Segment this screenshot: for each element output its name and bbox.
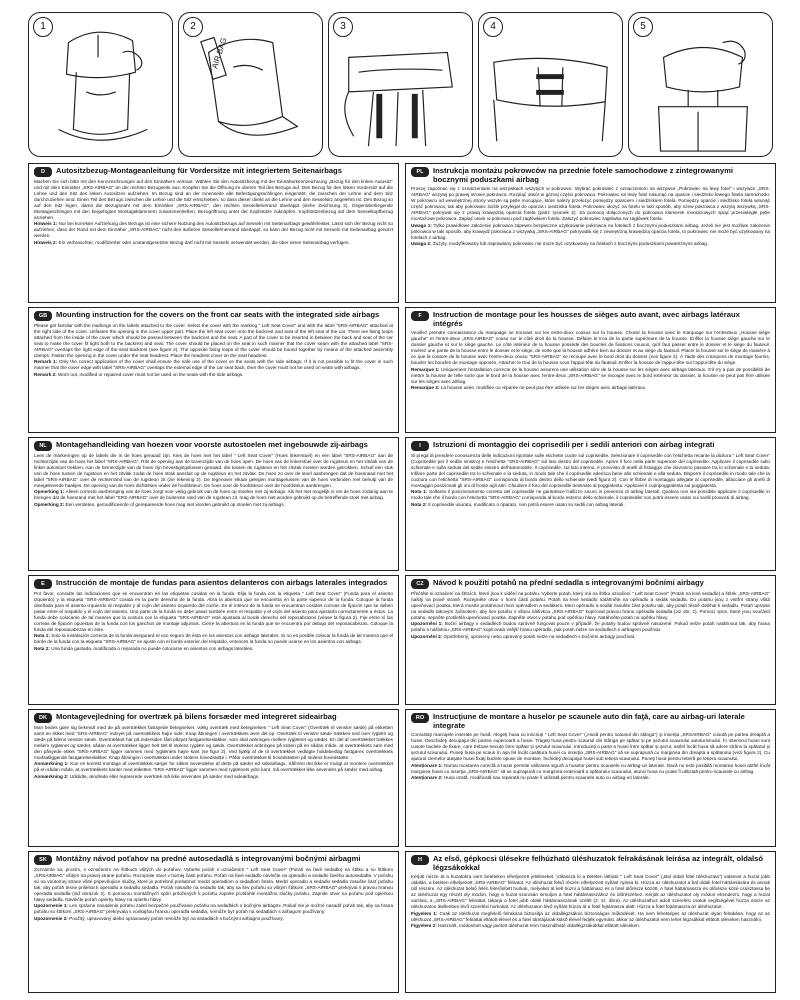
- figure-number: 4: [483, 17, 503, 37]
- figure-4: [478, 12, 623, 157]
- section-de: [28, 163, 399, 303]
- language-badge: SK: [34, 855, 52, 865]
- note-1: Upozornění 1: Boční airbagy v sedadlech budou správně fungovat pouze v případě, že potahy budou správně nasazené. Pokud nelze potah natáhnout tak, aby hrana potahu s nášivkou „SRS-AIRBAG" kopírovala vnější hranu opěradla, pak potah nelze na sedadlech s airbagem používat.: [411, 621, 770, 633]
- figure-number: 1: [33, 17, 53, 37]
- figure-3: [328, 12, 473, 157]
- language-badge: RO: [411, 713, 429, 723]
- section-dk: [28, 709, 399, 847]
- figure-5: [628, 12, 773, 157]
- figure-number: 5: [633, 17, 653, 37]
- language-badge: D: [34, 167, 52, 177]
- section-title: DK Montagevejledning for overtræk på bilens forsæder med integreret sideairbag: [34, 712, 393, 723]
- figure-number: 3: [333, 17, 353, 37]
- note-2: Opmerking 2: Een versleten, gemodificeerde of gerepareerde hoes mag niet worden gebruikt op stoelen met zij-airbags.: [34, 501, 285, 507]
- section-ro: [405, 709, 776, 847]
- note-2: Nota 2: Il coprisedile usurato, modificato o riparato, non potrà essere usato su sedili con airbag laterali.: [411, 501, 625, 507]
- language-badge: PL: [411, 167, 429, 177]
- note-1: Anmærkning 1: Kun en korrekt montage af overtrækket sørger for sikker anvendelse af dette på sæder ed sideairbags. Såfremt det ikke er muligt at montere overtrækket på en sådan måde, at overtrækkets kanter med etiketten "SRS-AIRBAG" ligger sammen med ryglænets ydre kant, må overtrækket ikke anvendes på sæder med airbag.: [34, 761, 393, 773]
- illustration-row: [28, 12, 776, 160]
- note-1: Remarque 1: Uniquement l'installation correcte de la housse assurera une utilisation sûre de la housse sur les sièges avec airbags latéraux. S'il n'y a pas de possibilité de mettre la housse de telle sorte que le bord de la housse avec l'entre-deux „SRS-AIRBAG" se recoupe avec le bord extérieur du dossier, la housse ne peut pas être utilisée sur les sièges avec airbag.: [411, 366, 770, 384]
- figure-number: 2: [183, 17, 203, 37]
- airbag-label-text: AIR BAG: [210, 36, 229, 70]
- section-body: Zoznámte sa, prosím, s označením na štítkoch všitých do poťahov. Vyberte poťah s označením " Left Seat Cover" (Poťah na ľavé sedadlo) na štítku a so štítkom „SRSAIRBAG" všitým na pravej strane poťahu. Rozopnite otvor v hornej časti poťahu. Poťah na ľavé sedadlo navlečte na operadlo a sedadlo ľavého autosedadla. V poťahu sú na vnútornej strane všité pripevňujúce slučky, ktoré je potrebné pretiahnuť medzi operadlom a sedadlom fotela. Medzi operadlo a sedadlo sedadla zasuňte časť poťahu tak, aby poťah tesne priliehal k operadlu a sedadlu sedadla. Poťah nasaďte na sedadlo tak, aby sa šev poťahu so všitým štítkom „SRS-AIRBAG" prekrýval s pravou hranou operadla sedadla (viď obrázok 2). S pomocou montážnych spôn priložených k poťahu zopnite protiľahlé montážne slučky poťahu. Zapnite otvor na poťahu pod opierkou hlavy sedadla. Navlečte poťah opierky hlavy na opierku hlavy.: [34, 866, 393, 902]
- note-2: Atenţionare 2: Husa uzată, modificată sau reparată nu poate fi utilizată pentru scaunele auto cu airbag-uri laterale.: [411, 775, 650, 781]
- section-title: H Az első, gépkocsi ülésekre felhúzható üléshuzatok felrakásának leírása az integrált, oldalsó légzsákokkal: [411, 854, 770, 872]
- section-fr: [405, 307, 776, 433]
- section-body: Kérjük nézze át a huzatokra varrt betéteken elhelyezett jelöléseket. Válassza ki a betéten látható " Left Seat Cover" („Bal oldali fotel üléshuzata") valamint a huzat jobb oldalán, a betéten elhelyezett „SRS-AIRBAG" feliratot. Az üléshuzat felső részén elhelyezett nyílást nyissa ki. Húzza az üléshuzatot a bal oldali fotel háttámlasára és annak ülő részére. Az üléshuzat belső felén felerősített hurkok, melyeket át kell húzni a háttámasz és a fotel ülőrésze között. A fotel háttámassza és ülőrésze közé csúsztassa be az üléshuzat egy részét oly módon, hogy a huzat szorosan simuljon a fotel háttámasszához és ülőrészéhez. Kérjük az üléshuzatot oly módon elrendezni, hogy a huzat varrása, a „SRS-AIRBAG" felirattal, takarja a fotel jobb oldali háttámasszának szélét (2. sz. ábra). Az üléshuzathoz adott szerelési csatok segítségével húzza össze az üléshuzaton átellenben lévő szerelési hurkokat. Az üléshuzaton lévő nyílást húzza át a fotel fejtámasza alatt. Húzza a fotel fejtámaszra az üléshuzatot.: [411, 874, 770, 910]
- section-body: Por favor, consulte las indicaciones que se encuentran en las etiquetas cosidas en la funda. Elija la funda con la etiqueta " Left Seat Cover" (Funda para el asiento izquierdo) y la etiqueta "SRS-AIRBAG" cosida en la parte derecha de la funda. Abra la abertura que se encuentra en la parte superior de la funda. Coloque la funda diseñada para el asiento izquierdo al respaldo y al cojín del asiento izquierdo del coche. En el interior de la funda se encuentran cosidos correas de fijación que se deben pasar entre el respaldo y el cojín del asiento. Una parte de la funda se debe pasar también entre el respaldo y el cojín del asiento para ajustarla correctamente a éstos. La funda debe colocarse de tal manera que la costura con la etiqueta "SRS-AIRBAG" esté ajustada al borde derecho del reposabrazos (véase la figura 2). Fije entre sí las correas de fijación opuestas de la funda con los ganchos de montaje adjuntos. Cierre la abertura en la funda que se encuentra por debajo del reposacabezas. Coloque la funda del reposacabezas en éste.: [34, 590, 393, 632]
- section-gb: [28, 307, 399, 433]
- note-1: Nota 1: Soltanto il posizionamento corretto del coprisedile ne garantisce l'utilizzo sicuro in presenza di airbag laterali. Qualora non sia possibile applicare il coprisedile in modo tale che il bordo con l'etichetta "SRS-AIRBAG" corrisponda al bordo esterno dello schienale, il coprisedile non potrà essere usato sui sedili provvisti di airbag.: [411, 489, 770, 501]
- section-body: Machen Sie sich bitte mit den Kennzeichnungen auf den Einnähern vertraut. Wählen Sie den Autositzbezug mit der Einnäherkennzeichnung „Bezug für den linken Autositz" und mit dem Einnäher „SRS-AIRBAG" an der rechten Bezugseite aus. Knöpfen Sie die Öffnung im oberen Teil des Bezugs auf. Den Bezug für den linken Vordersitz auf die Lehne und den Sitz des linken Autositzes aufziehen. Im Bezug sind an der Innenseite alle Befestigungsschlingen eingenäht, die zwischen der Lehne und dem Sitz durchzuziehen sind. Einen Teil des Bezugs zwischen die Lehne und die Sitz einschieben, so dass dieser direkt an die Lehne und den Sesselsitz angelehnt ist. Den Bezug so auf den Sitz legen, damit die Bezugsnaht mit dem Einnäher „SRS-AIRBAG", den rechten Sesselleherrand überlappt (siehe Zeichnung 2). Gegenüberliegende Montageschlingen mit den beigefügten Montageklammern zusammenheften. Bezugöffnung unter der Kopfstütze zuknöpfen. Kopfstützenbezug auf dem Sesselkopfbezug anziehen.: [34, 178, 393, 220]
- section-sk: [28, 851, 399, 993]
- section-es: [28, 575, 399, 705]
- section-body: Please get familiar with the markings on the labels attached to the cover. Select the cover with the marking " Left Seat Cover" and with the label "SRS-AIRBAG" attached at the right side of the cover. Unfasten the opening in the cover upper part. Place the left seat cover onto the backrest and seat of the left seat of the car. There are fixing loops attached from the inside of the cover which should be passed between the backrest and the seat. A part of the cover to be inserted in between the back and seat of the car seat to make the cover fit tight both to the backrest and seat. The cover should be placed on the seat in such manner that the cover seam with the attached label "SRS-AIRBAG" overlaps the right edge of the seat backrest (see figure 2). The opposite fixing loops of the cover should be bound together by means of the attached assembly clamps. Fasten the opening in the cover under the seat headrest. Place the headrest cover on the seat headrest.: [34, 322, 393, 358]
- section-title: SK Montážny návod poťahov na predné autosedadlá s integrovanými bočnými airbagmi: [34, 854, 393, 865]
- section-title: RO Instrucţiune de montare a huselor pe scaunele auto din faţă, care au airbag-uri laterale integrate: [411, 712, 770, 730]
- section-it: [405, 437, 776, 571]
- language-badge: H: [411, 855, 429, 865]
- fixing-loops-illustration: [329, 13, 472, 156]
- section-hu: [405, 851, 776, 993]
- note-2: Figyelem 2: Használt, módosított vagy javított üléshuzat nem használható oldallégzsákokkal ellátott üléseken.: [411, 923, 641, 929]
- language-badge: NL: [34, 441, 52, 451]
- note-2: Upozornění 2: Opotřebený, upravený nebo opravený potah nelze na sedadlech s bočními airbagy používat.: [411, 633, 636, 639]
- note-2: Upozornenie 2: Použitý, upravovaný alebo opravovaný poťah nemôže byť na sedadlách s bočnými airbagmi používaný.: [34, 915, 285, 921]
- note-1: Atenţionare 1: Numai montarea corectă a husei permite utilizarea sigură a huselor pentru scaunele cu airbag-uri laterale. Dacă nu este posibilă montarea husei astfel încât marginea husei cu inserţia „SRS-AIRBAG" să se suprapună cu marginea exterioară a spătarului scaunului, atunci husa nu poate fi utilizată pentru scaunele cu airbag.: [411, 762, 771, 774]
- headrest-illustration: [629, 13, 772, 156]
- section-body: Veuillez prendre connaissance du marquage se trouvant sur les entre-deux cousus sur la housse. Choisir la housse avec le marquage sur l'entredeux „Housse siège gauche" et l'entre-deux „SRS-AIRBAG" cousu sur le côté droit de la housse. Défaire le trou de la partie supérieure de la housse. Enfiler la housse siège gauche sur le dossier gauche et sur le siège gauche. Le côté intérieur de la housse possède des boucles de fixations cousus, qu'il faut passer entre le dossier et le siège du fauteuil. Insérez une partie de la housse entre le dossier et le siège, de sorte que la housse adhère bien au dossier et au siège du fauteuil. Placer la housse sur le siège de manière à ce que la couture de la housse avec l'entre-deux cousu "SRS-AIRBAG" se recoupe avec le bord droit du dossier (voir figure 2). À l'aide des crampons de montage fournis, boucler les boucles de montage opposés. Attacher le trou de la housse sous l'appui-tête du fauteuil. Enfiler la housse de l'appui-tête sur l'appui-tête du siège.: [411, 330, 770, 366]
- note-2: Hinweis 2: Ein verbrauchter, modifizierter oder unstandgesetzter Bezug darf nicht mit Sesseln verwendet werden, die über einen Seitenairbag verfügen.: [34, 239, 350, 245]
- language-badge: DK: [34, 713, 52, 723]
- figure-1: [28, 12, 173, 157]
- language-badge: I: [411, 441, 429, 451]
- section-title: NL Montagehandleiding van hoezen voor voorste autostoelen met ingebouwde zij-airbags: [34, 440, 393, 451]
- note-2: Nota 2: Una funda gastada, modificada o reparada no puede colocarse en asientos con airbags laterales.: [34, 645, 254, 651]
- language-badge: F: [411, 311, 429, 321]
- section-title: I Istruzioni di montaggio dei coprisedili per i sedili anteriori con airbag integrati: [411, 440, 770, 451]
- section-title: PL Instrukcja montażu pokrowców na przednie fotele samochodowe z zintegrowanymi bocznymi poduszkami airbag: [411, 166, 770, 184]
- note-2: Anmærkning 2: Udslidte, ændrede eller reparerede overtræk må ikke anvendes på sæder med sideairbags.: [34, 773, 260, 779]
- note-1: Uwaga 1: Tylko prawidłowe założenie pokrowca zapewni bezpieczne użytkowanie pokrowca na fotelach z bocznymi poduszkami airbag. Jeżeli nie jest możliwe założenie pokrowca w taki sposób, aby krawędź pokrowca z wszywką „SRS-AIRBAG" pokrywała się z zewnętrzną krawędzią oparcia fotela, to pokrowiec nie może być użytkowany na fotelach z airbag.: [411, 222, 770, 240]
- clamp-assembly-illustration: [479, 13, 622, 156]
- section-pl: [405, 163, 776, 303]
- note-1: Opmerking 1: Alleen correcte aanbrenging van de hoes zorgt voor veilig gebruik van de hoes op stoelen met zij-airbags. Als het niet mogelijk is om de hoes zodanig aan te brengen dat de hoesrand met het label "SRS-AIRBAG" over de buitenste rand van de rugsteun zit, mag de hoes niet worden gebruikt op de betreffende stoel met airbag.: [34, 489, 393, 501]
- section-title: F Instruction de montage pour les housses de sièges auto avant, avec airbags latéraux intégrés: [411, 310, 770, 328]
- section-body: Si prega di prendere conoscenza delle indicazioni riportate sulle etichette cucite sul coprisedile. Selezionare il coprisedile con l'etichetta recante la dicitura " Left Seat Cover" (Coprisedile per il sedile sinistro) e l'etichetta "SRS-AIRBAG" sul lato destro del coprisedile. Aprire il foro nella parte superiore del coprisedile. Applicare il coprisedile sullo schienale e sulla seduta del sedile sinistro dell'automobile. Il coprisedile, sul lato interno, è provvisto di anelli di fissaggio che dovranno passare tra lo schienale e la seduta. Infilare parte del coprisedile tra lo schienale e la seduta, in modo tale che il coprisedile aderisca bene allo schienale e alla seduta. Disporre il coprisedile in modo tale che la cucitura con l'etichetta "SRS-AIRBAG" corrisponda al bordo destro dello schienale (vedi figura 2). Con le fibbie di montaggio allegate al coprisedile, allacciare gli anelli di montaggio posizionati gli uni di fronte agli altri. Chiudere il foro del coprisedile destinato al poggiatesta. Applicare il copripoggiatesta sul poggiatesta.: [411, 452, 770, 488]
- note-2: Remarque 2: La housse usée, modifiée ou réparée ne peut pas être utilisée sur les sièges avec airbags latéraux.: [411, 385, 647, 391]
- note-1: Upozornenie 1: Len správne nasadenie poťahu zaistí bezpečné používanie poťahu na sedadlách s bočnými airbagmi. Pokiaľ nie je možné nasadiť poťah tak, aby sa hrana poťahu so štítkom „SRS-AIRBAG" prekrývala s vonkajšou hranou operadla sedadla, nemôže byť poťah na sedadlách s airbagom používaný.: [34, 903, 393, 915]
- section-body: Man bedes gøre sig bekendt med de på overtrækket fastsyede betegnelser. Vælg overtræk med betegnelsen " Left Seat Cover" (Overtræk til venstre sæde) på etiketten samt en etiket med "SRS-AIRBAG" indsyet på overtrækkets højre side. Knap åbningen i overtrækkets øvre del op. Overtræk til venstre sæde trækkes ned over ryglæn og sæde på bilens venstre sæde. Overtrækket har på indersiden fået påsyet fastgørelsesløkker, som skal anbringes mellem ryglænet og sædet. En del af overtrækket trækkes mellem ryglænet og sædet, sådan at overtrækket ligger helt tæt til stolens ryglæn og sæde. Overtrækket anbringes på stolen på en sådan måde, at overtrækkets søm med den påsyede etiket "SRS-AIRBAG" ligger sammen med ryglænets højre kant (se figur 2). Ved hjælp af de til overtrækket vedlagte holdebeslag fastgøres overtrækkets modsatliggende fastgørelsesløkker. Knap åbningen i overtrækket under stolens hovedstøtte i. Påfør overtrækket til hovedstøtten på stolens hovedstøtte.: [34, 724, 393, 760]
- figure-2: [178, 12, 323, 157]
- section-body: Consultaţi marcajele inserate pe husă. Alegeţi husa cu inscriuţi " Left Seat Cover" („Husă pentru scaunul din stânga") şi inserţia „SRSAIRBAG" cusută pe partea dreaptă a husei. Deschideţi decupajul din partea superioară a husei. Trageţi husa pentru scaunul din stânga pe spătar şi pe şezutul scaunului autoturismului. În interiorul husei sunt cusute buclele de fixare, care trebuie trecute între spătar şi şezutul scaunului. Introduceţi o parte a husei între spătar şi şezut, astfel încât husa să adere strâns la spătarul şi şezutul scaunului. Puneţi husa pe scaun în aşa fel încât cusătura husei cu inserţia „SRS-AIRBAG" să se suprapună cu marginea din dreapta a spătarului (vezi figura 2). Cu ajutorul clemelor ataşate husei fixaţi buclele opuse de montare. Închideţi decupajul husei sub tetiera scaunului. Puneţi husa pentru tetieră pe tetiera scaunului.: [411, 732, 770, 762]
- note-2: Remark 2: Worn out, modified or repaired cover must not be used on the seats with the side airbags.: [34, 371, 244, 377]
- section-body: Lees de markeringen op de labels die in de hoes genaaid zijn. Kies de hoes met het label " Left Seat Cover" (Hoes linkerstoel) en een label "SRS-AIRBAG" aan de rechterzijde van de hoes het label "SRS-AIRBAG". Rits de opening aan de bovenzijde van de hoes open. De hoes van de linkerstoel over de rugsteun en het zitvlak van de linker autostoel trekken. Aan de binnenzijde van de hoes zijn bevestigingslussen genaaid, die tussen de rugsteun en het zitvlak moeten worden getrokken. Schuif een stuk van de hoes tussen de rugsteun en het zitvlak zodat de hoes strak aansluit op de rugsteun en het zitvlak. De hoes zo over de stoel aanbrengen dat de hoesnaad met het label "SRS-AIRBAG" over de rechterrand van de rugsteun zit (zie tekening 2). De tegenover elkaar gelegen montagelussen van de hoes verbinden met behulp van de meegeleverde haakjes. De opening van de hoes dichtritsen onder de hoofdsteun. De hoes voor de hoofdsteun over de hoofdsteun aanbrengen.: [34, 452, 393, 488]
- note-2: Uwaga 2: Zużyty, modyfikowany lub naprawiany pokrowiec nie może być użytkowany na fotelach z bocznymi poduszkami powietrznymi airbag.: [411, 241, 709, 247]
- language-badge: CZ: [411, 579, 429, 589]
- section-nl: [28, 437, 399, 571]
- note-1: Remark 1: Only the correct application of the cover shall ensure the safe use of the cover on the seats with the side airbags. If it is not possible to fit the cover in such manner that the cover edge with label "SRS-AIRBAG" overlaps the external edge of the car seat back, then the cover must not be used on seats with airbags.: [34, 359, 394, 371]
- language-badge: E: [34, 579, 52, 589]
- section-title: E Instrucción de montaje de fundas para asientos delanteros con airbags laterales integrados: [34, 578, 393, 589]
- note-1: Hinweis 1: Nur bei korrekter Aufziehung des Bezugs ist eine sichere Nutzung des Autositzbezugs auf Sesseln mit Seitenairbags gewährleistet. Lässt sich der Bezug nicht so aufziehen, dass der Rand mit dem Einnäher „SRS-AIRBAG" nicht den äußeren Sessellehnenrand überlappt, so kann der Bezug nicht mit Sesseln mit Seitenairbag genutzt werden.: [34, 221, 393, 239]
- note-1: Figyelem 1: Csak az üléshuzat megfelelő felrakása biztosítja az oldallégzsákos biztonságos működését. Ha nem lehetséges az üléshuzat olyan felrakása, hogy az az üléshuzat „SRS-AIRBAG" felirattal ellátott élével és a fotel támlájának külső élével fedjék egymást, akkor az üléshuzatot nem lehet légzsákkal ellátott üléseken használni.: [411, 910, 770, 922]
- section-body: Přečtěte si označení na štítcích, které jsou k vidění na potahu. Vyberte potah, který má na štítku označení " Left Seat Cover" (Potah na levé sedadlo) a štítek „SRS-AIRBAG" našitý na pravé straně. Rozepněte otvor v horní části potahu. Potah na levé sedadlo natáhněte na opěradlo a sedák sedadla. Do potahu jsou z vnitřní strany všitá upevňovací poutka, která musíte protáhnout mezi opěradlem a sedákem. Mezi opěradlo a sedák zasuňte část potahu tak, aby potah těsně doléhal k sedadlu. Potah upravte na sedadlo takovým způsobem, aby šev potahu s všitou nášivkou „SRS-AIRBAG" kopíroval pravou hranu opěradla sedadla (viz obr. 2). Pomocí spon, které jsou součástí potahu, sepněte protilehlá upevňovací poutka. Zapněte otvor v potahu pod opěrkou hlavy. Natáhněte potah na opěrku hlavy.: [411, 590, 770, 620]
- seat-headrest-cover-illustration: [29, 13, 172, 156]
- note-1: Nota 1: Solo la instalación correcta de la funda asegurará el uso seguro de ésta en los asientos con airbags laterales. Si no es posible colocar la funda de tal manera que el borde de la funda con la etiqueta "SRS-AIRBAG" se ajuste con el borde exterior del respaldo, entonces la funda no puede usarse en los asientos con airbags.: [34, 633, 393, 645]
- section-title: D Autositzbezug-Montageanleitung für Vordersitze mit integriertem Seitenairbags: [34, 166, 393, 177]
- section-title: CZ Návod k použití potahů na přední sedadla s integrovanými bočními airbagy: [411, 578, 770, 589]
- seat-airbag-label-illustration: [179, 13, 322, 156]
- section-body: Proszę zapoznać się z oznaczeniami na wszywkach wszytych w pokrowce. Wybrać pokrowiec z oznaczeniem na wszywce „Pokrowiec na lewy fotel" i wszywce „SRS-AIRBAG" wszytej po prawej stronie pokrowca. Rozpiąć otwór w górnej części pokrowca. Pokrowiec na lewy fotel nasunąć na oparcie i siedzisko lewego fotela samochodu. W pokrowcu od wewnętrznej strony wszyte są pętle mocujące, które należy przełożyć pomiędzy oparciem i siedziskiem fotela. Pomiędzy oparcie i siedzisko fotela wsunąć część pokrowca, tak aby pokrowiec ściśle przylegał do oparcia i siedziska fotela. Pokrowiec ułożyć na fotelu w taki sposób, aby szew pokrowca z wszytą wszywką „SRS-AIRBAG" pokrywał się z prawą krawędzią oparcia fotela (patrz rysunek 2). Za pomocą dołączonych do pokrowca klamerek montażowych spiąć przeciwległe pętle montażowe pokrowca. Zapiąć otwór w pokrowcu pod zagłówkiem fotela. Założyć pokrowiec zagłówka na zagłówek fotela.: [411, 186, 770, 222]
- language-badge: GB: [34, 311, 52, 321]
- section-cz: [405, 575, 776, 705]
- section-title: GB Mounting instruction for the covers on the front car seats with the integrated side airbags: [34, 310, 393, 321]
